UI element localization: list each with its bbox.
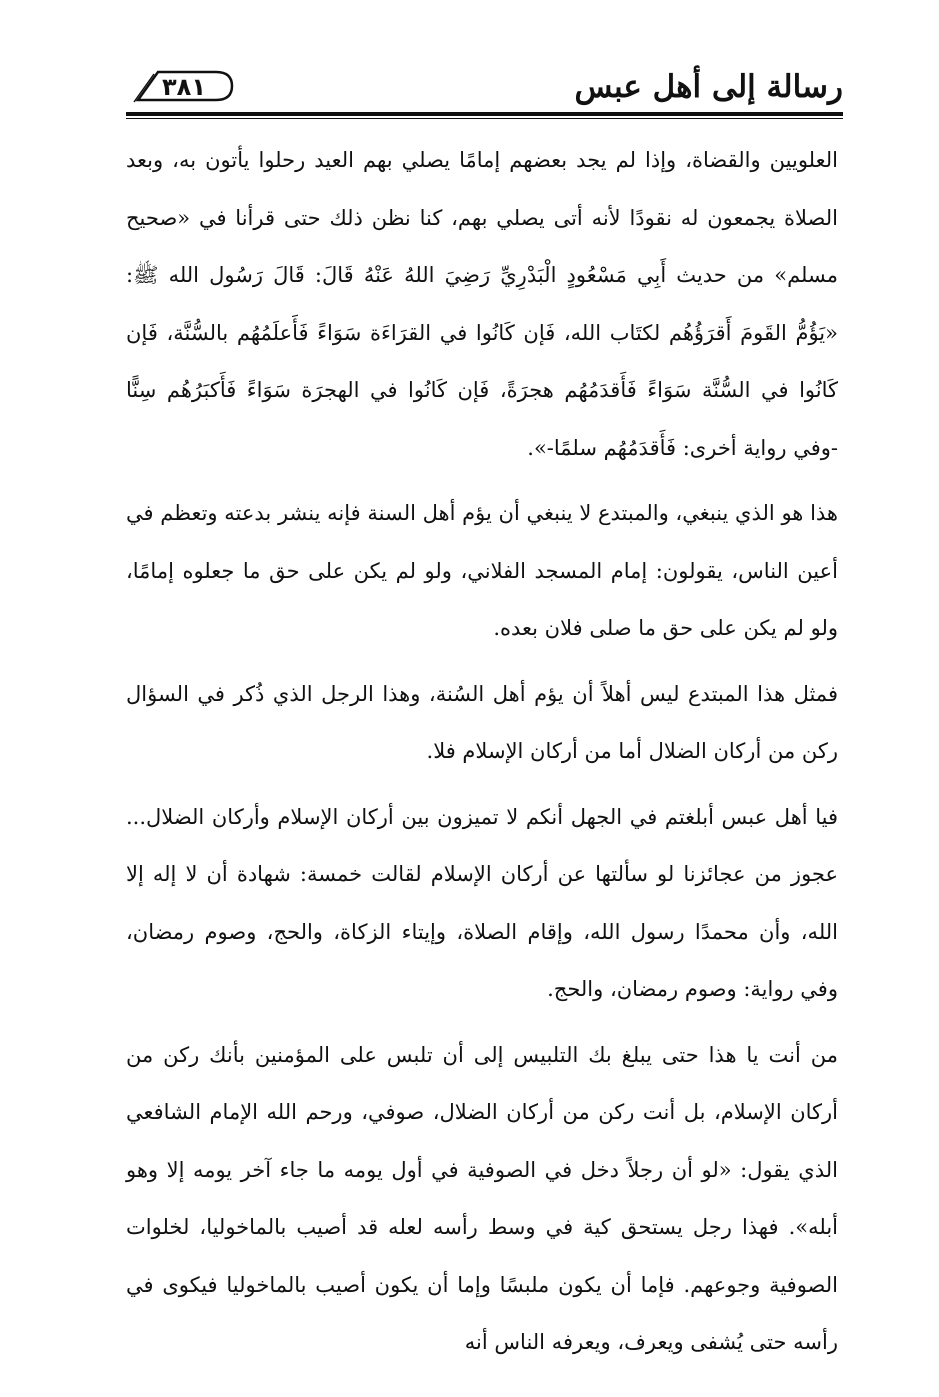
paragraph-not-qualified: فمثل هذا المبتدع ليس أهلاً أن يؤم أهل السُنة، وهذا الرجل الذي ذُكر في السؤال ركن من أركان الضلال أما من أركان الإسلام فلا.: [126, 681, 838, 763]
page-number-badge: [132, 68, 236, 106]
paragraph-pillars-of-islam: فيا أهل عبس أبلغتم في الجهل أنكم لا تميزون بين أركان الإسلام وأركان الضلال... عجوز من عجائزنا لو سألتها عن أركان الإسلام لقالت خمسة: شهادة أن لا إله إلا الله، وأن محمدًا رسول الله، وإقام الصلاة، وإيتاء الزكاة، والحج، وصوم رمضان، وفي رواية: وصوم رمضان، والحج.: [126, 804, 838, 1001]
page-number: ٣٨١: [162, 73, 206, 101]
paragraph-hadith: العلويين والقضاة، وإذا لم يجد بعضهم إمامًا يصلي بهم العيد رحلوا يأتون به، وبعد الصلاة يجمعون له نقودًا لأنه أتى يصلي بهم، كنا نظن ذلك حتى قرأنا في «صحيح مسلم» من حديث أَبِي مَسْعُودٍ الْبَدْرِيِّ رَضِيَ اللهُ عَنْهُ قَالَ: قَالَ رَسُول الله ﷺ: «يَؤُمُّ القَومَ أَقرَؤُهُم لكتَاب الله، فَإن كَانُوا في القرَاءَة سَوَاءً فَأَعلَمُهُم بالسُّنَّة، فَإن كَانُوا في السُّنَّة سَوَاءً فَأَقدَمُهُم هجرَةً، فَإن كَانُوا في الهجرَة سَوَاءً فَأَكبَرُهُم سِنًّا -وفي رواية أخرى: فَأَقدَمُهُم سلمًا-».: [126, 148, 838, 460]
header-rule-thick: [126, 112, 843, 116]
header-rule-thin: [126, 118, 843, 119]
page-body: [126, 132, 838, 1372]
page-header: [126, 62, 843, 120]
paragraph-sufi-rebuke: من أنت يا هذا حتى يبلغ بك التلبيس إلى أن تلبس على المؤمنين بأنك ركن من أركان الإسلام، بل أنت ركن من أركان الضلال، صوفي، ورحم الله الإمام الشافعي الذي يقول: «لو أن رجلاً دخل في الصوفية في أول يومه ما جاء آخر يومه إلا وهو أبله». فهذا رجل يستحق كية في وسط رأسه لعله قد أصيب بالماخوليا، لخلوات الصوفية وجوعهم. فإما أن يكون ملبسًا وإما أن يكون أصيب بالماخوليا فيكوى في رأسه حتى يُشفى ويعرف، ويعرفه الناس أنه: [126, 1042, 838, 1354]
running-title: رسالة إلى أهل عبس: [574, 69, 843, 105]
paragraph-innovator-imam: هذا هو الذي ينبغي، والمبتدع لا ينبغي أن يؤم أهل السنة فإنه ينشر بدعته وتعظم في أعين الناس، يقولون: إمام المسجد الفلاني، ولو لم يكن على حق ما جعلوه إمامًا، ولو لم يكن على حق ما صلى فلان بعده.: [126, 501, 838, 640]
